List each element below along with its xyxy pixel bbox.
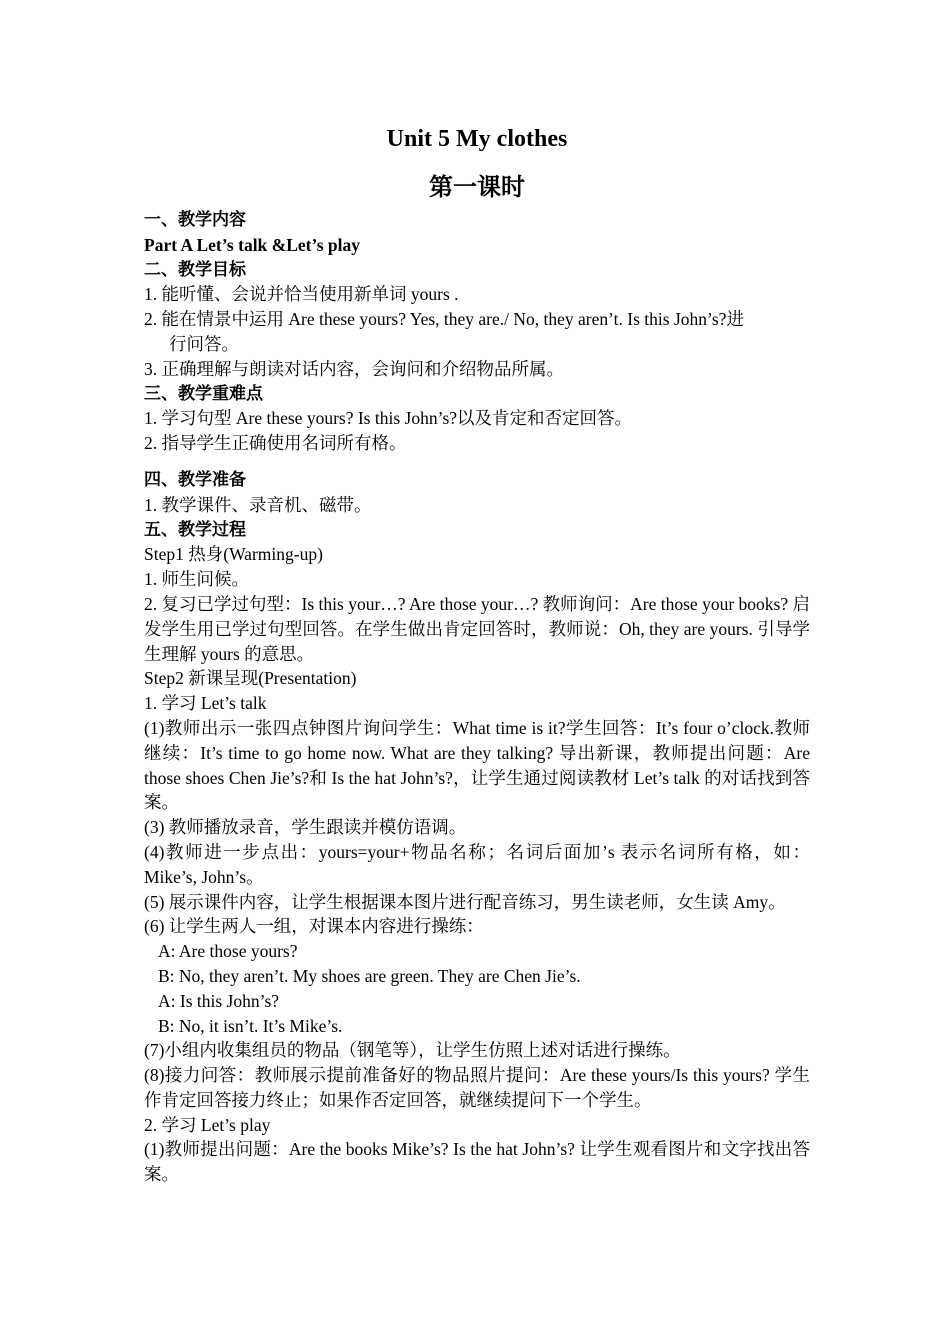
list-item: 1. 学习句型 Are these yours? Is this John’s?以及肯定和否定回答。 <box>144 408 633 429</box>
dialogue-line: A: Is this John’s? <box>158 990 280 1011</box>
section-heading: 一、教学内容 <box>144 210 246 230</box>
process-item: 1. 学习 Let’s talk <box>144 693 267 714</box>
process-item: (5) 展示课件内容，让学生根据课本图片进行配音练习，男生读老师，女生读 Amy。 <box>144 891 786 912</box>
document-title: Unit 5 My clothes <box>386 126 568 152</box>
process-item: (7)小组内收集组员的物品（钢笔等），让学生仿照上述对话进行操练。 <box>144 1040 681 1061</box>
section-key-points <box>144 382 810 456</box>
step-heading: Step1 热身(Warming-up) <box>144 544 323 565</box>
step-heading: Step2 新课呈现(Presentation) <box>144 668 357 689</box>
section-heading: 三、教学重难点 <box>144 383 263 404</box>
process-item: 2. 复习已学过句型：Is this your…? Are those your…? 教师询问：Are those your books? 启发学生用已学过句型回答。在学生做出肯定回答时，教师说：Oh, they are yours. 引导学生理解 yours 的意思。 <box>144 593 810 664</box>
process-item: (1)教师出示一张四点钟图片询问学生：What time is it?学生回答：It’s four o’clock.教师继续：It’s time to go home now. What are they talking? 导出新课，教师提出问题：Are those shoes Chen Jie’s?和 Is the hat John’s?，让学生通过阅读教材 Let’s talk 的对话找到答案。 <box>144 717 810 813</box>
list-item: 3. 正确理解与朗读对话内容，会询问和介绍物品所属。 <box>144 358 564 379</box>
process-item: (4)教师进一步点出：yours=your+物品名称；名词后面加’s 表示名词所有格，如：Mike’s, John’s。 <box>144 841 810 887</box>
list-item: 1. 能听懂、会说并恰当使用新单词 yours . <box>144 284 459 305</box>
section-heading: 五、教学过程 <box>144 519 246 540</box>
list-item: 1. 教学课件、录音机、磁带。 <box>144 494 372 515</box>
section-preparation <box>144 468 810 518</box>
process-item: (3) 教师播放录音，学生跟读并模仿语调。 <box>144 817 467 838</box>
dialogue-line: A: Are those yours? <box>158 941 298 962</box>
section-heading: 二、教学目标 <box>144 259 246 280</box>
section-heading: 四、教学准备 <box>144 469 246 490</box>
section-text: Part A Let’s talk &Let’s play <box>144 234 360 255</box>
document-page <box>144 122 810 1187</box>
list-item: 2. 指导学生正确使用名词所有格。 <box>144 433 407 454</box>
section-teaching-goals <box>144 258 810 382</box>
process-item: 2. 学习 Let’s play <box>144 1114 271 1135</box>
section-teaching-content <box>144 208 810 258</box>
list-item-continuation: 行问答。 <box>169 333 239 354</box>
dialogue-line: B: No, it isn’t. It’s Mike’s. <box>158 1015 343 1036</box>
list-item: 2. 能在情景中运用 Are these yours? Yes, they are./ No, they aren’t. Is this John’s?进 <box>144 309 744 330</box>
process-item: 1. 师生问候。 <box>144 569 249 590</box>
dialogue-line: B: No, they aren’t. My shoes are green. They are Chen Jie’s. <box>158 965 581 986</box>
lesson-subtitle: 第一课时 <box>429 173 525 201</box>
process-item: (8)接力问答：教师展示提前准备好的物品照片提问：Are these yours/Is this yours? 学生作肯定回答接力终止；如果作否定回答，就继续提问下一个学生。 <box>144 1065 810 1110</box>
process-item: (6) 让学生两人一组，对课本内容进行操练： <box>144 916 484 937</box>
process-item: (1)教师提出问题：Are the books Mike’s? Is the hat John’s? 让学生观看图片和文字找出答案。 <box>144 1139 810 1185</box>
section-teaching-process <box>144 518 810 1188</box>
